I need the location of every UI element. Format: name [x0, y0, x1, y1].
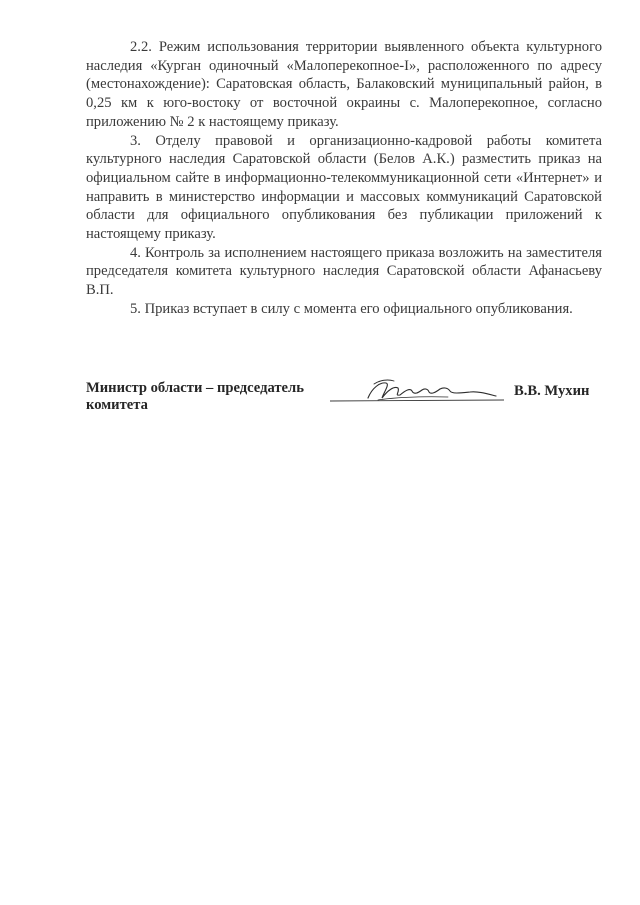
signer-position-line2: комитета: [86, 397, 148, 413]
paragraph-4: 4. Контроль за исполнением настоящего приказа возложить на заместителя председателя комитета культурного наследия Саратовской области Афанасьеву В.П.: [86, 244, 602, 299]
paragraph-2-2: 2.2. Режим использования территории выявленного объекта культурного наследия «Курган одиночный «Малоперекопное-I», расположенного по адресу (местонахождение): Саратовская область, Балаковский муниципальный район, в 0,25 км к юго-востоку от восточной окраины с. Малоперекопное, согласно приложению № 2 к настоящему приказу.: [86, 39, 602, 130]
signer-position: [86, 380, 326, 414]
paragraph-3: 3. Отделу правовой и организационно-кадровой работы комитета культурного наследия Саратовской области (Белов А.К.) разместить приказ на официальном сайте в информационно-телекоммуникационной сети «Интернет» и направить в министерство информации и массовых коммуникаций Саратовской области для официального опубликования без публикации приложений к настоящему приказу.: [86, 132, 602, 243]
signer-name: В.В. Мухин: [514, 383, 590, 399]
handwritten-signature: [328, 374, 508, 408]
paragraph-5: 5. Приказ вступает в силу с момента его официального опубликования.: [130, 300, 573, 317]
signature-block: [86, 380, 602, 430]
document-body: [86, 38, 602, 319]
signer-position-line1: Министр области – председатель: [86, 380, 304, 396]
